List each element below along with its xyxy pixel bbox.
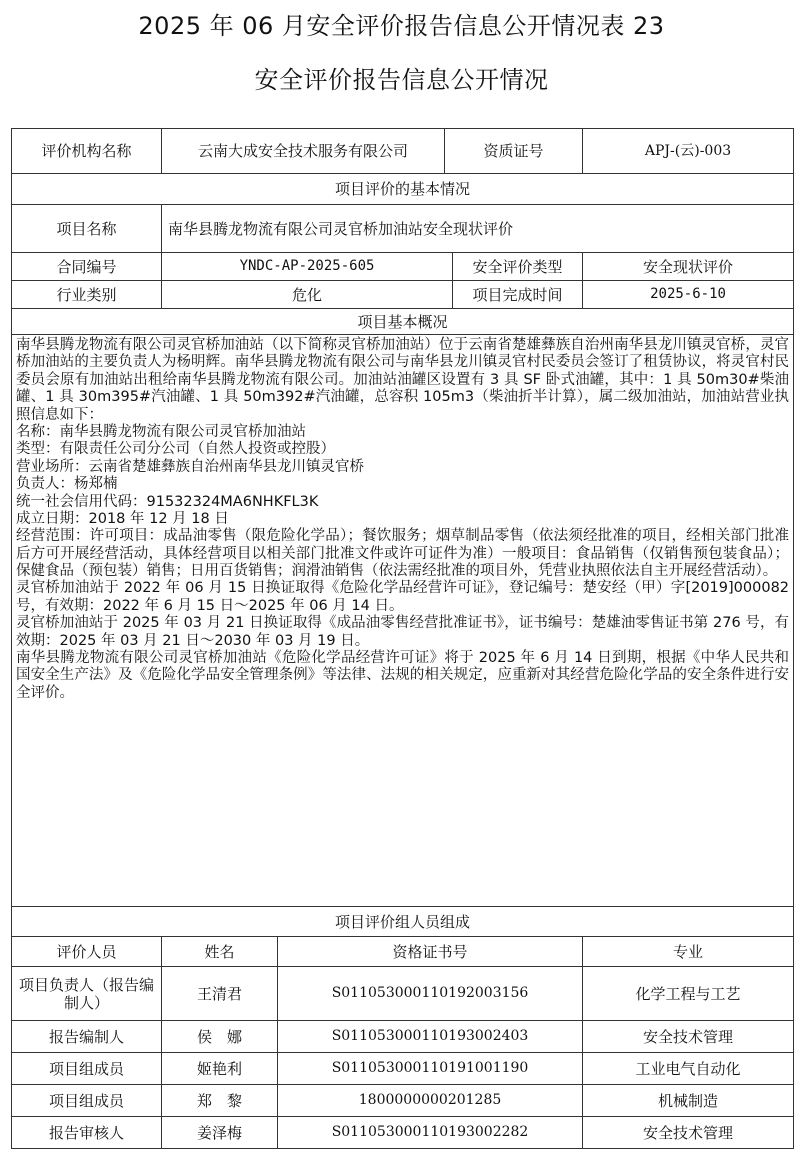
team-section-title: 项目评价组人员组成 — [12, 907, 794, 937]
overview-paragraph: 统一社会信用代码：91532324MA6NHKFL3K — [16, 493, 319, 510]
team-role: 项目负责人（报告编制人） — [12, 967, 162, 1021]
document-title: 2025 年 06 月安全评价报告信息公开情况表 23 — [138, 12, 665, 40]
table-row — [12, 1053, 794, 1085]
team-cert: S011053000110193002403 — [278, 1021, 583, 1053]
team-major: 化学工程与工艺 — [583, 967, 794, 1021]
team-role: 项目组成员 — [12, 1053, 162, 1085]
org-row — [12, 129, 794, 174]
team-role: 报告编制人 — [12, 1021, 162, 1053]
team-major: 安全技术管理 — [583, 1117, 794, 1149]
team-major: 安全技术管理 — [583, 1021, 794, 1053]
overview-paragraph: 南华县腾龙物流有限公司灵官桥加油站《危险化学品经营许可证》将于 2025 年 6 月 14 日到期，根据《中华人民共和国安全生产法》及《危险化学品安全管理条例》等法律、法规的相关规定，应重新对其经营危险化学品的安全条件进行安全评价。 — [16, 650, 790, 701]
cert-label: 资质证号 — [445, 129, 583, 174]
report-table — [11, 128, 794, 1149]
team-header-major: 专业 — [583, 937, 794, 967]
overview-paragraph: 负责人：杨郑楠 — [16, 476, 118, 493]
team-cert: 1800000000201285 — [278, 1085, 583, 1117]
team-cert: S011053000110192003156 — [278, 967, 583, 1021]
project-name-row — [12, 205, 794, 253]
contract-row — [12, 253, 794, 281]
team-role: 项目组成员 — [12, 1085, 162, 1117]
cert-number: APJ-(云)-003 — [583, 129, 794, 174]
org-label: 评价机构名称 — [12, 129, 162, 174]
table-row — [12, 1085, 794, 1117]
overview-body — [12, 335, 794, 907]
overview-paragraph: 经营范围：许可项目：成品油零售（限危险化学品）；餐饮服务；烟草制品零售（依法须经批准的项目，经相关部门批准后方可开展经营活动，具体经营项目以相关部门批准文件或许可证件为准）一般项目：食品销售（仅销售预包装食品）；保健食品（预包装）销售；日用百货销售；润滑油销售（依法需经批准的项目外，凭营业执照依法自主开展经营活动）。 — [16, 528, 790, 580]
eval-type-label: 安全评价类型 — [453, 253, 583, 281]
team-member-name: 姬艳利 — [162, 1053, 278, 1085]
industry-label: 行业类别 — [12, 281, 162, 309]
team-header-name: 姓名 — [162, 937, 278, 967]
team-member-name: 郑 黎 — [162, 1085, 278, 1117]
team-header-role: 评价人员 — [12, 937, 162, 967]
team-cert: S011053000110193002282 — [278, 1117, 583, 1149]
table-row — [12, 1117, 794, 1149]
org-name: 云南大成安全技术服务有限公司 — [162, 129, 445, 174]
project-name: 南华县腾龙物流有限公司灵官桥加油站安全现状评价 — [162, 205, 794, 253]
eval-type: 安全现状评价 — [583, 253, 794, 281]
document-subtitle: 安全评价报告信息公开情况 — [254, 66, 549, 94]
contract-label: 合同编号 — [12, 253, 162, 281]
team-member-name: 侯 娜 — [162, 1021, 278, 1053]
team-major: 机械制造 — [583, 1085, 794, 1117]
overview-paragraph: 营业场所：云南省楚雄彝族自治州南华县龙川镇灵官桥 — [16, 458, 364, 475]
completion-date: 2025-6-10 — [583, 281, 794, 309]
completion-label: 项目完成时间 — [453, 281, 583, 309]
team-member-name: 王清君 — [162, 967, 278, 1021]
team-header-cert: 资格证书号 — [278, 937, 583, 967]
overview-paragraph: 类型：有限责任公司分公司（自然人投资或控股） — [16, 441, 335, 458]
industry-value: 危化 — [162, 281, 453, 309]
team-major: 工业电气自动化 — [583, 1053, 794, 1085]
team-header-row — [12, 937, 794, 967]
team-cert: S011053000110191001190 — [278, 1053, 583, 1085]
overview-paragraph: 名称：南华县腾龙物流有限公司灵官桥加油站 — [16, 423, 306, 440]
team-role: 报告审核人 — [12, 1117, 162, 1149]
overview-paragraph: 成立日期：2018 年 12 月 18 日 — [16, 510, 229, 527]
overview-section-title: 项目基本概况 — [12, 309, 794, 335]
team-member-name: 姜泽梅 — [162, 1117, 278, 1149]
table-row — [12, 1021, 794, 1053]
table-row — [12, 967, 794, 1021]
overview-paragraph: 灵官桥加油站于 2025 年 03 月 21 日换证取得《成品油零售经营批准证书》，证书编号：楚雄油零售证书第 276 号，有效期：2025 年 03 月 21 日～2030 年 03 月 19 日。 — [16, 615, 790, 649]
basic-section-title: 项目评价的基本情况 — [12, 174, 794, 205]
overview-paragraph: 灵官桥加油站于 2022 年 06 月 15 日换证取得《危险化学品经营许可证》，登记编号：楚安经（甲）字[2019]000082 号，有效期：2022 年 6 月 15 日～2025 年 06 月 14 日。 — [16, 580, 790, 614]
overview-paragraph: 南华县腾龙物流有限公司灵官桥加油站（以下简称灵官桥加油站）位于云南省楚雄彝族自治州南华县龙川镇灵官桥，灵官桥加油站的主要负责人为杨明辉。南华县腾龙物流有限公司与南华县龙川镇灵官村民委员会签订了租赁协议，将灵官村民委员会原有加油站出租给南华县腾龙物流有限公司。加油站油罐区设置有 3 具 SF 卧式油罐，其中：1 具 50m30#柴油罐、1 具 30m395#汽油罐、1 具 50m392#汽油罐，总容积 105m3（柴油折半计算），属二级加油站，加油站营业执照信息如下： — [16, 337, 790, 423]
industry-row — [12, 281, 794, 309]
contract-number: YNDC-AP-2025-605 — [162, 253, 453, 281]
project-name-label: 项目名称 — [12, 205, 162, 253]
